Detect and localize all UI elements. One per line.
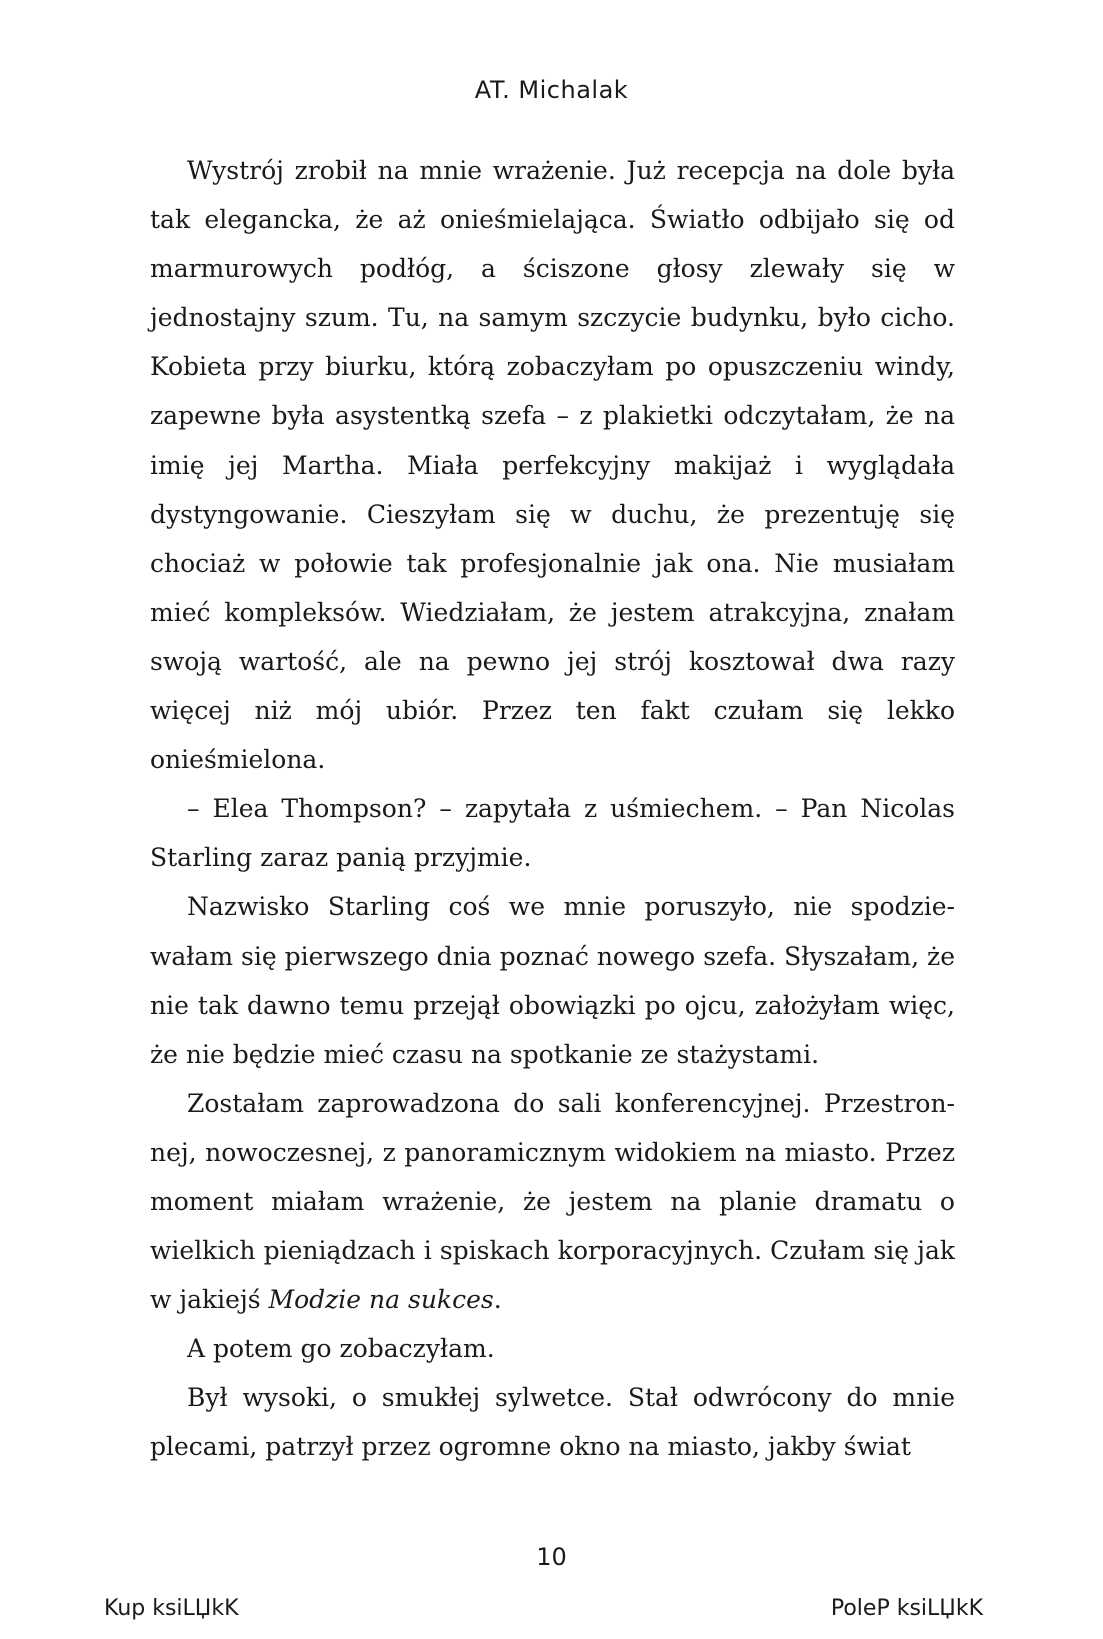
paragraph-4-italic-title: Modzie na sukces bbox=[268, 1285, 494, 1315]
paragraph-1: Wystrój zrobił na mnie wrażenie. Już recepcja na dole była tak elegancka, że aż onieśmielająca. Światło odbijało się od marmurowych podłóg, a ściszone głosy zlewały się w jednostajny szum. Tu, na samym szczycie budynku, było cicho. Kobieta przy biurku, którą zobaczyłam po opuszczeniu windy, zapewne była asystentką szefa – z plakietki odczytałam, że na imię jej Martha. Miała perfekcyjny makijaż i wyglądała dystyngowanie. Cieszyłam się w duchu, że prezentuję się chociaż w połowie tak profesjonalnie jak ona. Nie musiałam mieć kompleksów. Wiedziałam, że jestem atrakcyjna, znałam swoją wartość, ale na pewno jej strój kosztował dwa razy więcej niż mój ubiór. Przez ten fakt czułam się lekko onieśmielona. bbox=[150, 156, 955, 775]
paragraph-5: A potem go zobaczyłam. bbox=[187, 1334, 495, 1364]
paragraph-2: – Elea Thompson? – zapytała z uśmiechem. – Pan Nicolas Starling zaraz panią przyjmie. bbox=[150, 794, 955, 873]
paragraph-4-end: . bbox=[493, 1285, 502, 1315]
paragraph-6: Był wysoki, o smukłej sylwetce. Stał odwrócony do mnie plecami, patrzył przez ogromne okno na miasto, jakby świat bbox=[150, 1383, 955, 1462]
paragraph-4-text: Zostałam zaprowadzona do sali konferencyjnej. Przestronnej, nowoczesnej, z panoramicznym widokiem na miasto. Przez moment miałam wrażenie, że jestem na planie dramatu o wielkich pieniądzach i spiskach korporacyjnych. Czułam się jak w jakiejś bbox=[150, 1088, 955, 1315]
body-text bbox=[150, 146, 955, 1472]
paragraph-4 bbox=[150, 1079, 955, 1324]
page-number: 10 bbox=[536, 1543, 567, 1571]
running-head-author: AT. Michalak bbox=[474, 76, 629, 104]
paragraph-3: Nazwisko Starling coś we mnie poruszyło, nie spodziewałam się pierwszego dnia poznać nowego szefa. Słyszałam, że nie tak dawno temu przejął obowiązki po ojcu, założyłam więc, że nie będzie mieć czasu na spotkanie ze stażystami. bbox=[150, 892, 955, 1069]
buy-book-link[interactable]: Kup ksiLЏkK bbox=[104, 1596, 239, 1621]
recommend-book-link[interactable]: PoleP ksiLЏkK bbox=[830, 1596, 983, 1621]
